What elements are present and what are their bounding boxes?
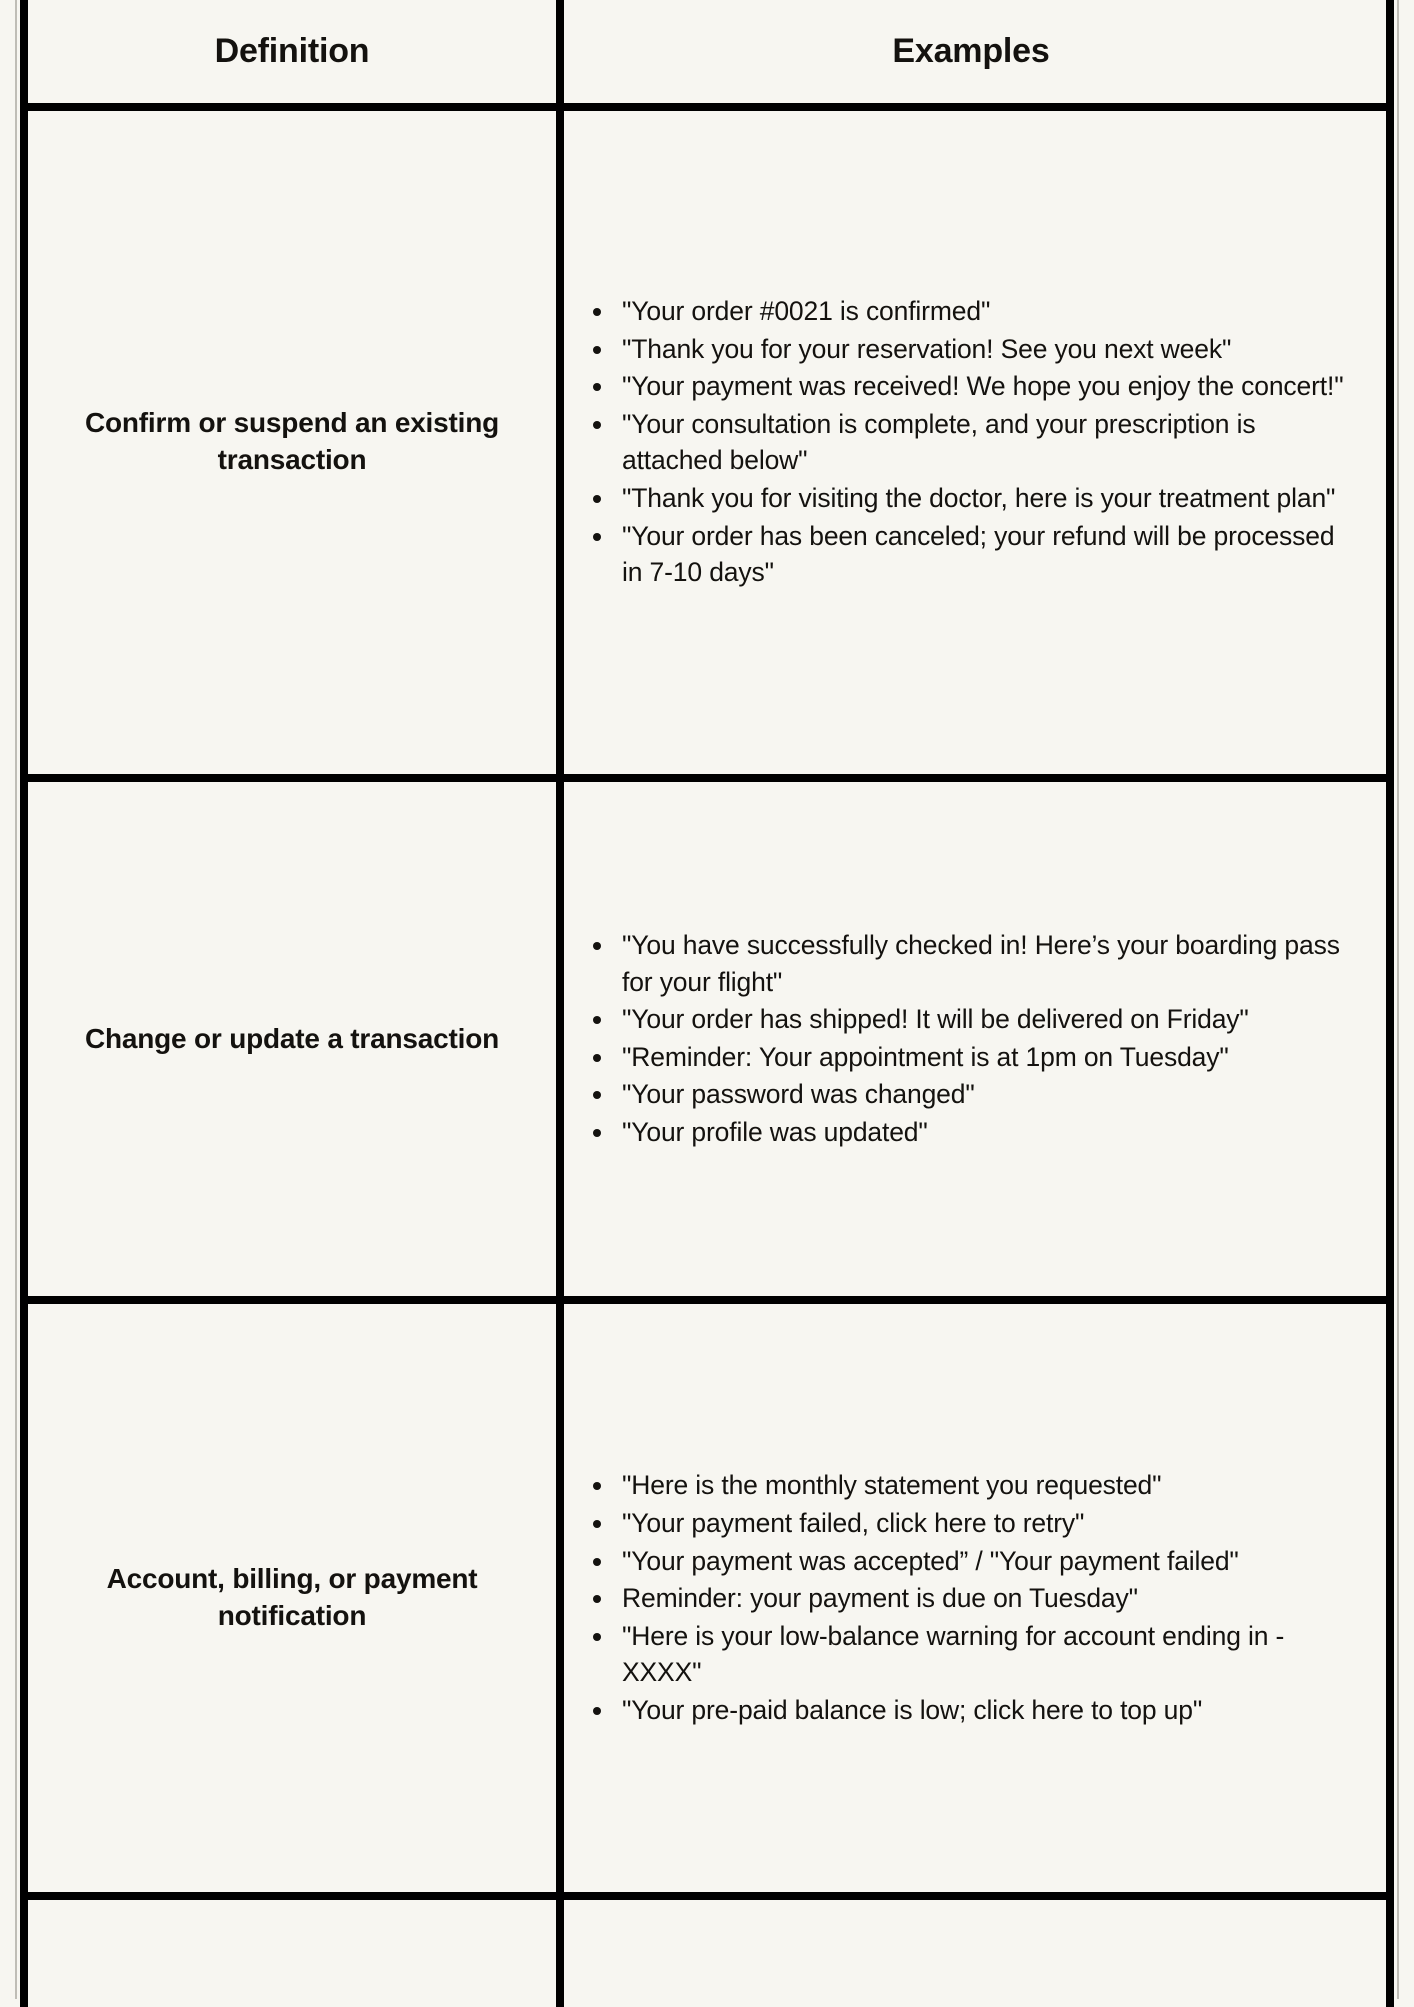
examples-list [582, 1467, 1360, 1729]
list-item: • Reminder: your payment is due on Tuesday" [616, 1580, 1360, 1617]
table-row-partial [20, 1892, 1394, 2007]
list-item: • "Your pre-paid balance is low; click here to top up" [616, 1692, 1360, 1729]
examples-cell [560, 1900, 1394, 2007]
examples-cell [560, 111, 1394, 774]
outer-table-right-rule [1397, 0, 1399, 1999]
examples-list [582, 927, 1360, 1151]
definition-cell [20, 1304, 560, 1892]
table-row [20, 1296, 1394, 1892]
examples-cell [560, 782, 1394, 1296]
list-item: • "Thank you for visiting the doctor, here is your treatment plan" [616, 480, 1360, 517]
definition-cell [20, 111, 560, 774]
definition-cell [20, 782, 560, 1296]
list-item: • "Your order #0021 is confirmed" [616, 293, 1360, 330]
list-item: • "Your order has been canceled; your refund will be processed in 7-10 days" [616, 518, 1360, 591]
list-item: • "Your payment failed, click here to retry" [616, 1505, 1360, 1542]
header-cell-examples [560, 0, 1394, 103]
column-header-definition: Definition [214, 32, 370, 71]
list-item: • "Thank you for your reservation! See you next week" [616, 331, 1360, 368]
list-item: • "Here is the monthly statement you requested" [616, 1467, 1360, 1504]
table-row [20, 774, 1394, 1296]
table-row [20, 103, 1394, 774]
definition-text: Change or update a transaction [84, 1022, 500, 1054]
column-header-examples: Examples [892, 32, 1050, 71]
list-item: • "You have successfully checked in! Here’s your boarding pass for your flight" [616, 927, 1360, 1000]
list-item: • "Your password was changed" [616, 1076, 1360, 1113]
list-item: • "Your order has shipped! It will be delivered on Friday" [616, 1001, 1360, 1038]
list-item: • "Reminder: Your appointment is at 1pm on Tuesday" [616, 1039, 1360, 1076]
definition-text: Account, billing, or payment notification [106, 1563, 478, 1632]
list-item: • "Your profile was updated" [616, 1114, 1360, 1151]
list-item: • "Your payment was received! We hope you enjoy the concert!" [616, 368, 1360, 405]
list-item: • "Your payment was accepted” / "Your payment failed" [616, 1543, 1360, 1580]
examples-list [582, 293, 1360, 592]
list-item: • "Here is your low-balance warning for account ending in -XXXX" [616, 1618, 1360, 1691]
definition-text: Confirm or suspend an existing transaction [84, 407, 500, 476]
comparison-table [20, 0, 1394, 2007]
table-header-row [20, 0, 1394, 103]
examples-cell [560, 1304, 1394, 1892]
definition-cell [20, 1900, 560, 2007]
header-cell-definition [20, 0, 560, 103]
list-item: • "Your consultation is complete, and your prescription is attached below" [616, 406, 1360, 479]
outer-table-left-rule [15, 0, 17, 1999]
